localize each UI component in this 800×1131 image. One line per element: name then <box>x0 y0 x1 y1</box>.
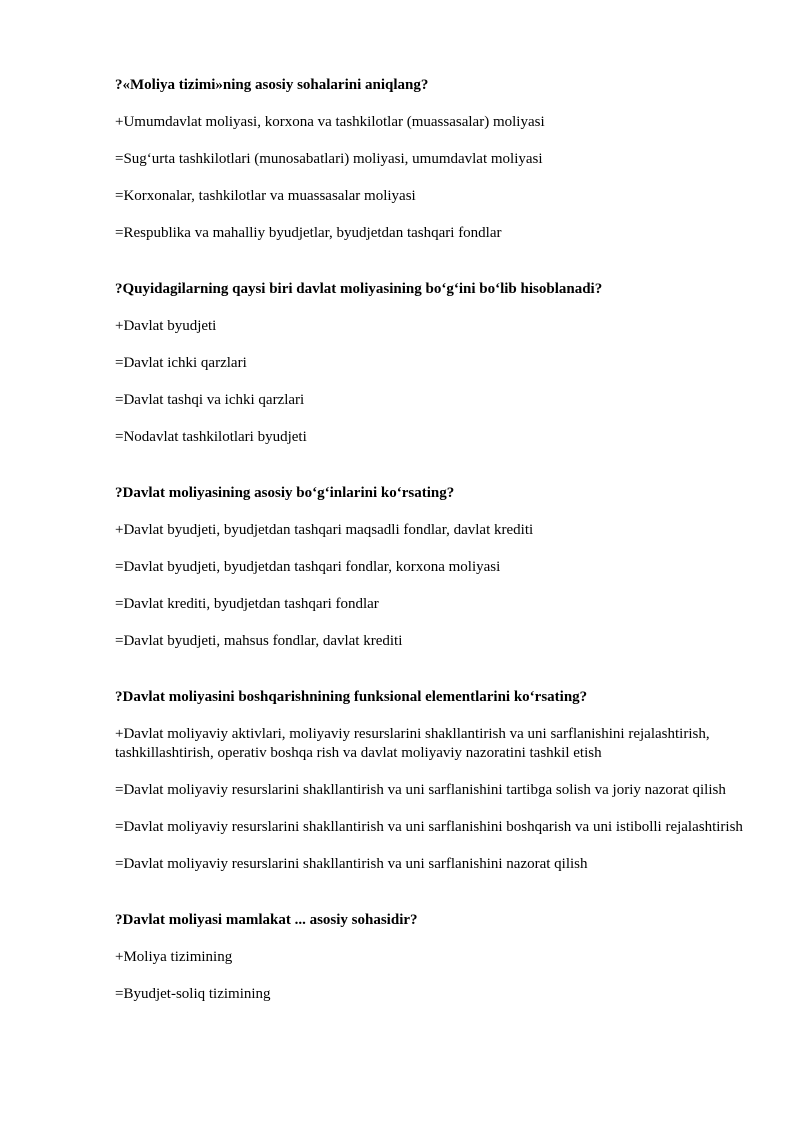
answer-option: =Davlat moliyaviy resurslarini shakllantirish va uni sarflanishini boshqarish va uni istibolli rejalashtirish <box>115 819 743 835</box>
answer-option: =Nodavlat tashkilotlari byudjeti <box>115 429 307 445</box>
answer-option: +Davlat byudjeti <box>115 318 217 334</box>
answer-option: =Sug‘urta tashkilotlari (munosabatlari) moliyasi, umumdavlat moliyasi <box>115 151 543 167</box>
answer-option: =Davlat byudjeti, mahsus fondlar, davlat krediti <box>115 633 403 649</box>
answer-option: =Davlat krediti, byudjetdan tashqari fondlar <box>115 596 379 612</box>
answer-option: +Davlat byudjeti, byudjetdan tashqari maqsadli fondlar, davlat krediti <box>115 522 534 538</box>
answer-option: =Respublika va mahalliy byudjetlar, byudjetdan tashqari fondlar <box>115 225 502 241</box>
question-block <box>115 76 745 243</box>
answer-option: +Moliya tizimining <box>115 949 233 965</box>
answer-option: +Davlat moliyaviy aktivlari, moliyaviy resurslarini shakllantirish va uni sarflanishini rejalashtirish, tashkillashtirish, operativ boshqa rish va davlat moliyaviy nazoratini tashkil etish <box>115 726 710 761</box>
answer-option: +Umumdavlat moliyasi, korxona va tashkilotlar (muassasalar) moliyasi <box>115 114 545 130</box>
question-block <box>115 484 745 651</box>
question-text: ?Quyidagilarning qaysi biri davlat moliyasining bo‘g‘ini bo‘lib hisoblanadi? <box>115 281 603 297</box>
document-page <box>115 76 745 1041</box>
answer-option: =Davlat moliyaviy resurslarini shakllantirish va uni sarflanishini nazorat qilish <box>115 856 588 872</box>
question-block <box>115 911 745 1004</box>
answer-option: =Byudjet-soliq tizimining <box>115 986 271 1002</box>
answer-option: =Davlat moliyaviy resurslarini shakllantirish va uni sarflanishini tartibga solish va joriy nazorat qilish <box>115 782 726 798</box>
answer-option: =Korxonalar, tashkilotlar va muassasalar moliyasi <box>115 188 416 204</box>
question-text: ?Davlat moliyasini boshqarishnining funksional elementlarini ko‘rsating? <box>115 689 588 705</box>
question-block <box>115 280 745 447</box>
question-text: ?Davlat moliyasining asosiy bo‘g‘inlarini ko‘rsating? <box>115 485 455 501</box>
question-text: ?Davlat moliyasi mamlakat ... asosiy sohasidir? <box>115 912 418 928</box>
answer-option: =Davlat tashqi va ichki qarzlari <box>115 392 305 408</box>
question-block <box>115 688 745 874</box>
answer-option: =Davlat byudjeti, byudjetdan tashqari fondlar, korxona moliyasi <box>115 559 501 575</box>
question-text: ?«Moliya tizimi»ning asosiy sohalarini aniqlang? <box>115 77 429 93</box>
answer-option: =Davlat ichki qarzlari <box>115 355 247 371</box>
